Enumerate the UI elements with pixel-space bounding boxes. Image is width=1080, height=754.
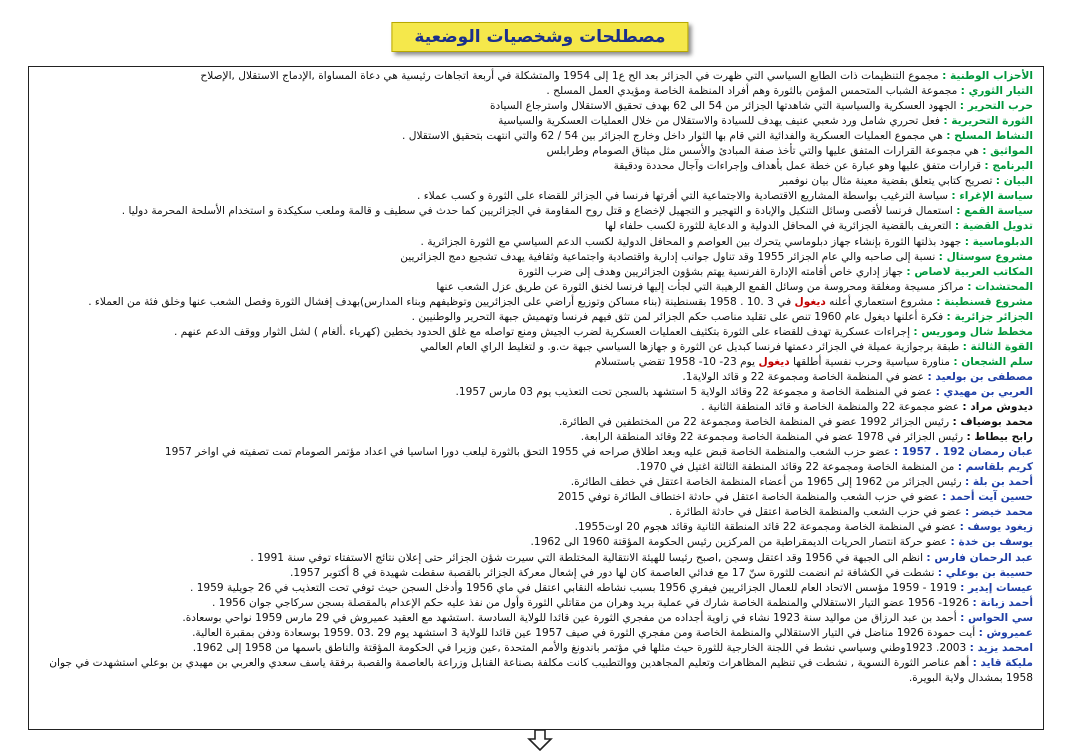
down-arrow-icon bbox=[527, 729, 553, 751]
person-bio: رئيس الجزائر في 1978 عضو في المنظمة الخاصة ومجموعة 22 وقائد المنطقة الرابعة. bbox=[580, 431, 964, 444]
person-benboulaid bbox=[39, 370, 1033, 385]
person-yazid bbox=[39, 641, 1033, 656]
term-label: الثورة التحريرية : bbox=[943, 115, 1033, 128]
term-label: الدبلوماسية : bbox=[964, 235, 1033, 248]
term-label: النشاط المسلح : bbox=[946, 130, 1033, 143]
person-bio: أحمد بن عبد الرزاق من مواليد سنة 1923 نشاء في زاوية أجداده من مفجري الثورة عين قائدا للولاية السادسة .استشهد مع العقيد عميروش في 29 مارس 1959 نواحي بوسعادة. bbox=[182, 611, 957, 624]
person-bio: عضو مجموعة 22 والمنظمة الخاصة و قائد المنطقة الثانية . bbox=[701, 401, 960, 414]
term-definition: مجموعة الشباب المتحمس المؤمن بالثورة وهم أفراد المنظمة الخاصة ومؤيدي العمل المسلح . bbox=[546, 85, 958, 98]
term-label: مشروع سوستال : bbox=[938, 250, 1033, 263]
term-sas bbox=[39, 265, 1033, 280]
person-name: أحمد بن بلة : bbox=[964, 476, 1033, 489]
person-krim bbox=[39, 460, 1033, 475]
person-name: أحمد زبانة : bbox=[972, 596, 1033, 609]
term-label: المكاتب العربية لاصاص : bbox=[906, 265, 1033, 278]
term-label: مشروع قسنطينة : bbox=[936, 295, 1033, 308]
person-bio: عضو في المنظمة الخاصة ومجموعة 22 و قائد الولاية1. bbox=[682, 370, 925, 383]
person-name: سي الحواس : bbox=[960, 611, 1033, 624]
person-bitat bbox=[39, 430, 1033, 445]
term-challe-morice bbox=[39, 325, 1033, 340]
term-definition: جهاز إداري خاص أقامته الإدارة الفرنسية يهتم بشؤون الجزائريين وهدف إلى ضرب الثورة bbox=[518, 265, 904, 278]
person-benbella bbox=[39, 475, 1033, 490]
term-constantine bbox=[39, 295, 1033, 310]
degaulle-name: ديغول bbox=[758, 355, 790, 368]
person-bio: عضو حركة انتصار الحريات الديمقراطية من المركزين رئيس الحكومة المؤقتة 1960 الى 1962. bbox=[530, 536, 948, 549]
term-label: البيان : bbox=[995, 175, 1033, 188]
term-definition: نسبة إلى صاحبه والي عام الجزائر 1955 وقد تناول جوانب إدارية واقتصادية واجتماعية وثقافية يهدف تشجيع دمج الجزائريين bbox=[400, 250, 936, 263]
term-definition-end: في 3 .10 . 1958 بقسنطينة (بناء مساكن وتوزيع أراضي على الجزائريين وتوظيفهم وبناء المدارس)بهدف إفشال الثورة وفصل الشعب عنها وخلق فئة من العملاء . bbox=[88, 295, 795, 308]
term-definition: قرارات متفق عليها وهو عبارة عن خطة عمل بأهداف وإجراءات وآجال محددة ودقيقة bbox=[613, 160, 982, 173]
term-definition-start: مشروع استعماري أعلنه bbox=[825, 295, 933, 308]
person-name: عيسات إيدير : bbox=[960, 581, 1033, 594]
term-label: حرب التحرير : bbox=[959, 100, 1033, 113]
term-bayan bbox=[39, 174, 1033, 189]
content-box bbox=[28, 66, 1044, 730]
person-benmhidi bbox=[39, 385, 1033, 400]
person-benkhedda bbox=[39, 535, 1033, 550]
person-bio: أيت حمودة 1926 مناضل في التيار الاستقلالي والمنظمة الخاصة ومن مفجري الثورة في صيف 1957 عين قائدا للولاية 3 استشهد يوم 29 .03 .1959 بوسعادة ودفن بمقبرة العالية. bbox=[192, 626, 976, 639]
term-definition: استعمال فرنسا لأقصى وسائل التنكيل والإبادة و التهجير و التجهيل لإخضاع و قتل روح المقاومة في الجزائريين كما حدث في سطيف و قالمة وملعب سكيكدة و استخدام الأسلحة المحرمة دوليا . bbox=[121, 205, 953, 218]
term-label: التيار الثوري : bbox=[960, 85, 1033, 98]
term-label: البرنامج : bbox=[984, 160, 1033, 173]
term-diplomacy bbox=[39, 235, 1033, 250]
degaulle-name: ديغول bbox=[794, 295, 826, 308]
person-malika bbox=[39, 656, 1033, 686]
person-bio: عضو حزب الشعب والمنظمة الخاصة قبض عليه وبعد اطلاق صراحه في 1955 التحق بالثورة ليلعب دورا اساسيا في اعداد مؤتمر الصومام تمت تصفيته في اواخر 1957 bbox=[164, 446, 891, 459]
person-name: زيغود يوسف : bbox=[959, 521, 1033, 534]
person-zabana bbox=[39, 596, 1033, 611]
person-name: يوسف بن خدة : bbox=[950, 536, 1033, 549]
person-bio: عضو في المنظمة الخاصة و مجموعة 22 وقائد الولاية 5 استشهد بالسجن تحت التعذيب يوم 03 مارس 1957. bbox=[455, 385, 933, 398]
term-definition: الجهود العسكرية والسياسية التي شاهدتها الجزائر من 54 الى 62 بهدف تحقيق الاستقلال واسترجاع السيادة bbox=[490, 100, 957, 113]
term-definition: تصريح كتابي يتعلق بقضية معينة مثال بيان نوفمبر bbox=[779, 175, 993, 188]
person-bio: انظم الى الجبهة في 1956 وقد اعتقل وسجن ,اصبح رئيسا للهيئة الانتقالية المختلطة التي سيرت شؤن الجزائر حتى إعلان نتائج الاستفتاء توفي سنة 1991 . bbox=[250, 551, 924, 564]
person-name: حسين آيت أحمد : bbox=[942, 491, 1033, 504]
term-ighraa bbox=[39, 189, 1033, 204]
person-name: ديدوش مراد : bbox=[962, 401, 1033, 414]
term-definition: سياسة الترغيب بواسطة المشاريع الاقتصادية والاجتماعية التي أقرتها فرنسا في الجزائر للقضاء على الثورة و كسب عملاء . bbox=[416, 190, 949, 203]
term-definition: هي مجموع العمليات العسكرية والفدائية التي قام بها الثوار داخل وخارج الجزائر بين 54 / 62 والتي انتهت بتحقيق الاستقلال . bbox=[402, 130, 943, 143]
term-label: الجزائر جزائرية : bbox=[946, 310, 1033, 323]
person-bio: 1919 - 1959 مؤسس الاتحاد العام للعمال الجزائريين فيفري 1956 بسبب نشاطه النقابي اعتقل في ماي 1956 وأدخل السجن حيث توفي تحت التعذيب في 26 جويلية 1959 . bbox=[189, 581, 957, 594]
term-definition-end: يوم 23- 10- 1958 تقضي باستسلام bbox=[594, 355, 759, 368]
term-label: سياسة الإغراء : bbox=[951, 190, 1033, 203]
term-nashat bbox=[39, 129, 1033, 144]
term-definition: طبقة برجوازية عميلة في الجزائر دعمتها فرنسا كبديل عن الثورة و جهازها السياسي جبهة ت.و. و لتغليط الراي العام العالمي bbox=[420, 340, 960, 353]
person-sielhaoues bbox=[39, 611, 1033, 626]
term-label: مخطط شال وموريس : bbox=[913, 325, 1033, 338]
person-name: مليكة قايد : bbox=[972, 656, 1033, 669]
term-mawathiq bbox=[39, 144, 1033, 159]
person-name: امحمد يزيد : bbox=[969, 641, 1033, 654]
term-definition: فكرة أعلنها ديغول عام 1960 تنص على تقليد مناصب حكم الجزائر لمن تثق فيهم فرنسا وتهميش جبهة التحرير والوطنيين . bbox=[411, 310, 944, 323]
person-name: كريم بلقاسم : bbox=[957, 461, 1033, 474]
person-fares bbox=[39, 551, 1033, 566]
term-definition: هي مجموعة القرارات المتفق عليها والتي تأخذ صفة المبادئ والأسس مثل ميثاق الصومام وطرابلس bbox=[546, 145, 979, 158]
person-name: محمد بوضياف : bbox=[952, 416, 1033, 429]
term-definition: مجموع التنظيمات ذات الطابع السياسي التي ظهرت في الجزائر بعد الح ع1 إلى 1954 والمتشكلة في أربعة اتجاهات رئيسية هي دعاة المساواة ,الإدماج الاستقلال ,الإصلاح bbox=[200, 70, 939, 82]
term-algerie-algerienne bbox=[39, 310, 1033, 325]
term-label: المواثيق : bbox=[982, 145, 1033, 158]
term-definition: فعل تحرري شامل ورد شعبي عنيف يهدف للسيادة والاستقلال من خلال العمليات العسكرية والسياسية bbox=[498, 115, 940, 128]
term-label: المحتشدات : bbox=[967, 280, 1033, 293]
person-name: عبان رمضان 192 . 1957 : bbox=[893, 446, 1033, 459]
person-khider bbox=[39, 505, 1033, 520]
term-paix-braves bbox=[39, 355, 1033, 370]
person-name: عميروش : bbox=[978, 626, 1033, 639]
person-zighoud bbox=[39, 520, 1033, 535]
term-definition: جهود بذلتها الثورة بإنشاء جهاز دبلوماسي يتحرك بين العواصم و المحافل الدولية لكسب الدعم السياسي مع الثورة الجزائرية . bbox=[420, 235, 962, 248]
term-thawra bbox=[39, 114, 1033, 129]
person-aissat bbox=[39, 581, 1033, 596]
term-definition: إجراءات عسكرية تهدف للقضاء على الثورة بتكثيف العمليات العسكرية لضرب الجيش ومنع تواصله مع غلق الحدود بخطين (كهرباء .ألغام ) لشل الثوار ووقف الدعم عنهم . bbox=[173, 325, 911, 338]
term-label: سياسة القمع : bbox=[956, 205, 1033, 218]
person-hassiba bbox=[39, 566, 1033, 581]
term-label: القوة الثالثة : bbox=[962, 340, 1033, 353]
term-muhtashadat bbox=[39, 280, 1033, 295]
person-name: مصطفى بن بولعيد : bbox=[927, 370, 1033, 383]
term-soustelle bbox=[39, 250, 1033, 265]
person-bio: 2003. 1923وطني وسياسي نشط في اللجنة الخارجية للثورة حيث مثلها في مؤتمر باندونغ والأمم المتحدة ,عين وزيرا في الحكومة المؤقتة والناطق باسمها من 1958 إلى 1962. bbox=[192, 641, 967, 654]
person-bio: رئيس الجزائر 1992 عضو في المنظمة الخاصة ومجموعة 22 من المختطفين في الطائرة. bbox=[558, 416, 950, 429]
person-bio: 1926- 1956 عضو التيار الاستقلالي والمنظمة الخاصة شارك في عملية بريد وهران من مقاتلي الثورة وأول من نفذ عليه حكم الإعدام بالمقصلة بسجن سركاجي جوان 1956 . bbox=[211, 596, 970, 609]
term-thawri bbox=[39, 84, 1033, 99]
person-name: العربي بن مهيدي : bbox=[935, 385, 1033, 398]
person-bio: أهم عناصر الثورة النسوية , نشطت في تنظيم المظاهرات وتعليم المجاهدين ووالتطبيب كانت مكلفة بصناعة القنابل وزراعة بالعاصمة والقصبة برفقة ياسف سعدي والعربي بن مهيدي بن بوعلي استشهدت في جوان 1958 بمشدال ولاية البويرة. bbox=[49, 656, 1033, 684]
person-name: رابح بيطاط : bbox=[966, 431, 1033, 444]
term-label: تدويل القضية : bbox=[954, 220, 1033, 233]
person-bio: من المنظمة الخاصة ومجموعة 22 وقائد المنطقة الثالثة اغتيل في 1970. bbox=[636, 461, 955, 474]
person-name: محمد خيضر : bbox=[964, 506, 1033, 519]
term-label: سلم الشجعان : bbox=[953, 355, 1033, 368]
term-ahzab bbox=[39, 69, 1033, 84]
person-abane bbox=[39, 445, 1033, 460]
term-definition: مراكز مسيجة ومغلقة ومحروسة من وسائل القمع الرهيبة التي لجأت إليها فرنسا لخنق الثورة عن طريق عزل الشعب عنها bbox=[436, 280, 964, 293]
term-barnamaj bbox=[39, 159, 1033, 174]
person-amirouche bbox=[39, 626, 1033, 641]
person-boudiaf bbox=[39, 415, 1033, 430]
term-definition-start: مناورة سياسية وحرب نفسية أطلقها bbox=[789, 355, 950, 368]
term-troisieme-force bbox=[39, 340, 1033, 355]
person-bio: عضو في المنظمة الخاصة ومجموعة 22 قائد المنطقة الثانية وقائد هجوم 20 اوت1955. bbox=[574, 521, 957, 534]
person-bio: عضو في حزب الشعب والمنظمة الخاصة اعتقل في حادثة الطائرة . bbox=[668, 506, 962, 519]
person-bio: نشطت في الكشافة ثم انضمت للثورة سنّ 17 مع فدائي العاصمة كان لها دور في إشعال معركة الجزائر بالقصبة سقطت شهيدة في 8 أكتوبر 1957. bbox=[289, 566, 935, 579]
person-name: عبد الرحمان فارس : bbox=[926, 551, 1033, 564]
person-didouche bbox=[39, 400, 1033, 415]
term-label: الأحزاب الوطنية : bbox=[942, 70, 1033, 82]
page-title: مصطلحات وشخصيات الوضعية bbox=[391, 22, 688, 52]
person-aitahmed bbox=[39, 490, 1033, 505]
term-qamaa bbox=[39, 204, 1033, 219]
term-tadwil bbox=[39, 219, 1033, 234]
person-name: حسيبة بن بوعلي : bbox=[937, 566, 1033, 579]
term-definition: التعريف بالقضية الجزائرية في المحافل الدولية و الدعاية للثورة لكسب حلفاء لها bbox=[604, 220, 952, 233]
person-bio: رئيس الجزائر من 1962 إلى 1965 من أعضاء المنظمة الخاصة اعتقل في خطف الطائرة. bbox=[570, 476, 962, 489]
person-bio: عضو في حزب الشعب والمنظمة الخاصة اعتقل في حادثة اختطاف الطائرة توفي 2015 bbox=[557, 491, 939, 504]
term-harb-tahrir bbox=[39, 99, 1033, 114]
